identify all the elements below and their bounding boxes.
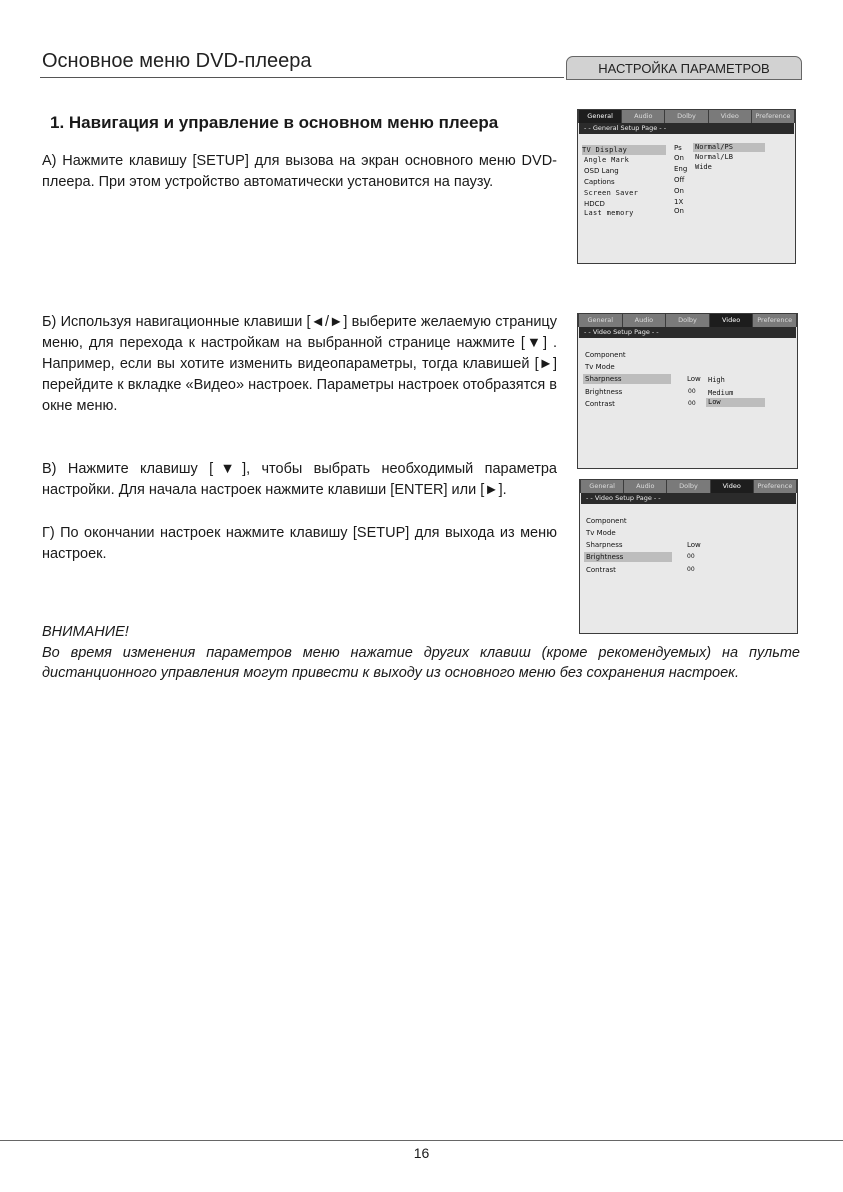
osd-option-wide: Wide xyxy=(695,163,712,171)
osd-tab-audio: Audio xyxy=(624,480,666,493)
paragraph-a: А) Нажмите клавишу [SETUP] для вызова на экран основного меню DVD-плеера. При этом устройство автоматически установится на паузу. xyxy=(42,153,557,190)
osd-option-high: High xyxy=(708,376,725,384)
paragraph-d: Г) По окончании настроек нажмите клавишу [SETUP] для выхода из меню настроек. xyxy=(42,525,557,562)
osd-tab-general: General xyxy=(579,110,621,123)
osd-tab-audio: Audio xyxy=(622,110,664,123)
osd-tab-bar xyxy=(580,480,797,493)
osd-tab-preference: Preference xyxy=(752,110,794,123)
osd-item-contrast: Contrast xyxy=(585,400,615,408)
osd-value-captions: Off xyxy=(674,176,685,184)
osd-item-tv-mode: Tv Mode xyxy=(585,363,615,371)
osd-tab-dolby: Dolby xyxy=(666,314,709,327)
osd-option-normal-ps: Normal/PS xyxy=(693,143,765,152)
page-title: Основное меню DVD-плеера xyxy=(42,50,312,72)
osd-tab-video: Video xyxy=(711,480,753,493)
osd-tab-bar xyxy=(578,110,795,123)
osd-item-osd-lang: OSD Lang xyxy=(584,167,619,175)
osd-item-screen-saver: Screen Saver xyxy=(584,189,639,197)
osd-item-contrast: Contrast xyxy=(586,566,616,574)
osd-value-sharpness: Low xyxy=(687,375,701,383)
osd-item-captions: Captions xyxy=(584,178,615,186)
osd-value-screen-saver: On xyxy=(674,187,684,195)
osd-value-last-memory: On xyxy=(674,207,684,215)
osd-tab-video: Video xyxy=(709,110,751,123)
warning-text: Во время изменения параметров меню нажатие других клавиш (кроме рекомендуемых) на пульте дистанционного управления могут привести к выходу из основного меню без сохранения настроек. xyxy=(42,645,800,681)
osd-value-brightness: 00 xyxy=(687,553,695,560)
osd-tab-dolby: Dolby xyxy=(667,480,709,493)
osd-value-sharpness: Low xyxy=(687,541,701,549)
paragraph-b: Б) Используя навигационные клавиши [◄/►] выберите желаемую страницу меню, для перехода к настройкам на выбранной странице нажмите [▼] . Например, если вы хотите изменить видеопараметры, тогда клавишей [►] перейдите к вкладке «Видео» настроек. Параметры настроек отобразятся в окне меню. xyxy=(42,314,557,414)
osd-value-angle-mark: On xyxy=(674,154,684,162)
osd-page-title: - - Video Setup Page - - xyxy=(581,493,796,504)
osd-value-osd-lang: Eng xyxy=(674,165,688,173)
osd-value-tv-display: Ps xyxy=(674,144,682,152)
osd-tab-preference: Preference xyxy=(753,314,796,327)
osd-item-tv-mode: Tv Mode xyxy=(586,529,616,537)
osd-item-component: Component xyxy=(585,351,626,359)
paragraph-c: В) Нажмите клавишу [▼], чтобы выбрать необходимый параметра настройки. Для начала настроек нажмите клавиши [ENTER] или [►]. xyxy=(42,461,557,498)
section-heading: 1. Навигация и управление в основном меню плеера xyxy=(50,113,499,132)
osd-page-title: - - General Setup Page - - xyxy=(579,123,794,134)
osd-page-title: - - Video Setup Page - - xyxy=(579,327,796,338)
osd-option-low: Low xyxy=(706,398,765,407)
osd-screen-general xyxy=(577,109,796,264)
osd-option-medium: Medium xyxy=(708,389,734,397)
osd-tab-audio: Audio xyxy=(623,314,666,327)
osd-item-brightness: Brightness xyxy=(585,388,623,396)
section-badge: НАСТРОЙКА ПАРАМЕТРОВ xyxy=(566,56,802,80)
osd-item-last-memory: Last memory xyxy=(584,209,634,217)
page-number: 16 xyxy=(413,1145,430,1161)
osd-value-hdcd: 1X xyxy=(674,198,684,206)
osd-tab-video: Video xyxy=(710,314,753,327)
osd-item-component: Component xyxy=(586,517,627,525)
osd-value-contrast: 00 xyxy=(688,400,696,407)
osd-value-brightness: 00 xyxy=(688,388,696,395)
osd-screen-video-brightness xyxy=(579,479,798,634)
osd-item-brightness: Brightness xyxy=(584,552,672,562)
osd-item-sharpness: Sharpness xyxy=(586,541,623,549)
osd-tab-general: General xyxy=(581,480,623,493)
osd-value-contrast: 00 xyxy=(687,566,695,573)
osd-item-angle-mark: Angle Mark xyxy=(584,156,630,164)
osd-item-sharpness: Sharpness xyxy=(583,374,671,384)
osd-item-tv-display: TV Display xyxy=(582,145,666,155)
osd-screen-video-sharpness xyxy=(577,313,798,469)
osd-tab-preference: Preference xyxy=(754,480,796,493)
footer-divider xyxy=(0,1140,843,1141)
osd-tab-dolby: Dolby xyxy=(665,110,707,123)
osd-tab-general: General xyxy=(579,314,622,327)
osd-option-normal-lb: Normal/LB xyxy=(695,153,733,161)
osd-tab-bar xyxy=(578,314,797,327)
warning-title: ВНИМАНИЕ! xyxy=(42,624,129,640)
osd-item-hdcd: HDCD xyxy=(584,200,605,208)
header-divider xyxy=(40,77,564,78)
